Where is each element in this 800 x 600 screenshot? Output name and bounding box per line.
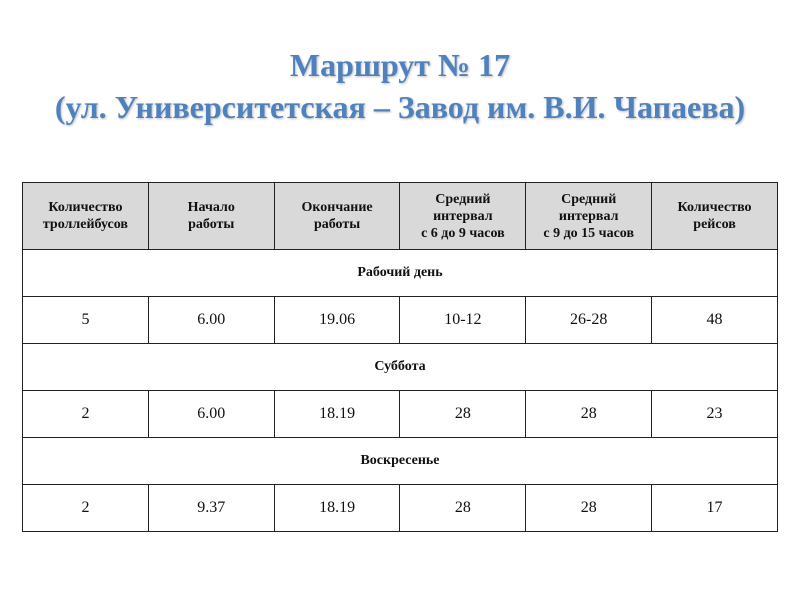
- day-row-weekday: [23, 250, 778, 297]
- cell-trolleybus-count: 5: [23, 297, 149, 344]
- header-text: с 6 до 9 часов: [421, 225, 505, 241]
- header-start-time: [148, 183, 274, 250]
- header-trolleybus-count: [23, 183, 149, 250]
- header-interval-6-9: [400, 183, 526, 250]
- table-row: [23, 485, 778, 532]
- cell-interval-6-9: 28: [400, 391, 526, 438]
- day-label: Суббота: [23, 344, 778, 391]
- day-row-saturday: [23, 344, 778, 391]
- header-text: Окончание: [301, 200, 373, 215]
- header-text: троллейбусов: [42, 217, 128, 232]
- cell-end-time: 19.06: [274, 297, 400, 344]
- cell-interval-6-9: 10-12: [400, 297, 526, 344]
- cell-trolleybus-count: 2: [23, 485, 149, 532]
- header-trip-count: [652, 183, 778, 250]
- header-text: Средний: [435, 191, 491, 207]
- header-text: работы: [313, 217, 361, 232]
- cell-interval-6-9: 28: [400, 485, 526, 532]
- cell-start-time: 9.37: [148, 485, 274, 532]
- page-title: [0, 44, 800, 128]
- header-text: рейсов: [693, 217, 736, 232]
- header-text: Количество: [48, 200, 123, 215]
- cell-trip-count: 48: [652, 297, 778, 344]
- table-row: [23, 297, 778, 344]
- title-line-1: Маршрут № 17: [289, 47, 511, 83]
- day-row-sunday: [23, 438, 778, 485]
- header-text: интервал: [433, 208, 493, 224]
- cell-trip-count: 23: [652, 391, 778, 438]
- table-header-row: [23, 183, 778, 250]
- cell-interval-9-15: 28: [526, 485, 652, 532]
- cell-interval-9-15: 26-28: [526, 297, 652, 344]
- day-label: Воскресенье: [23, 438, 778, 485]
- title-line-2: (ул. Университетская – Завод им. В.И. Чапаева): [54, 89, 746, 125]
- cell-trip-count: 17: [652, 485, 778, 532]
- header-text: Начало: [187, 200, 235, 215]
- cell-trolleybus-count: 2: [23, 391, 149, 438]
- schedule-table: [22, 182, 778, 532]
- cell-end-time: 18.19: [274, 391, 400, 438]
- day-label: Рабочий день: [23, 250, 778, 297]
- header-text: Количество: [677, 200, 752, 215]
- cell-start-time: 6.00: [148, 391, 274, 438]
- header-text: с 9 до 15 часов: [543, 225, 635, 241]
- cell-interval-9-15: 28: [526, 391, 652, 438]
- cell-end-time: 18.19: [274, 485, 400, 532]
- header-text: Средний: [561, 191, 617, 207]
- cell-start-time: 6.00: [148, 297, 274, 344]
- header-interval-9-15: [526, 183, 652, 250]
- header-end-time: [274, 183, 400, 250]
- table-row: [23, 391, 778, 438]
- header-text: работы: [188, 217, 235, 232]
- header-text: интервал: [558, 208, 619, 224]
